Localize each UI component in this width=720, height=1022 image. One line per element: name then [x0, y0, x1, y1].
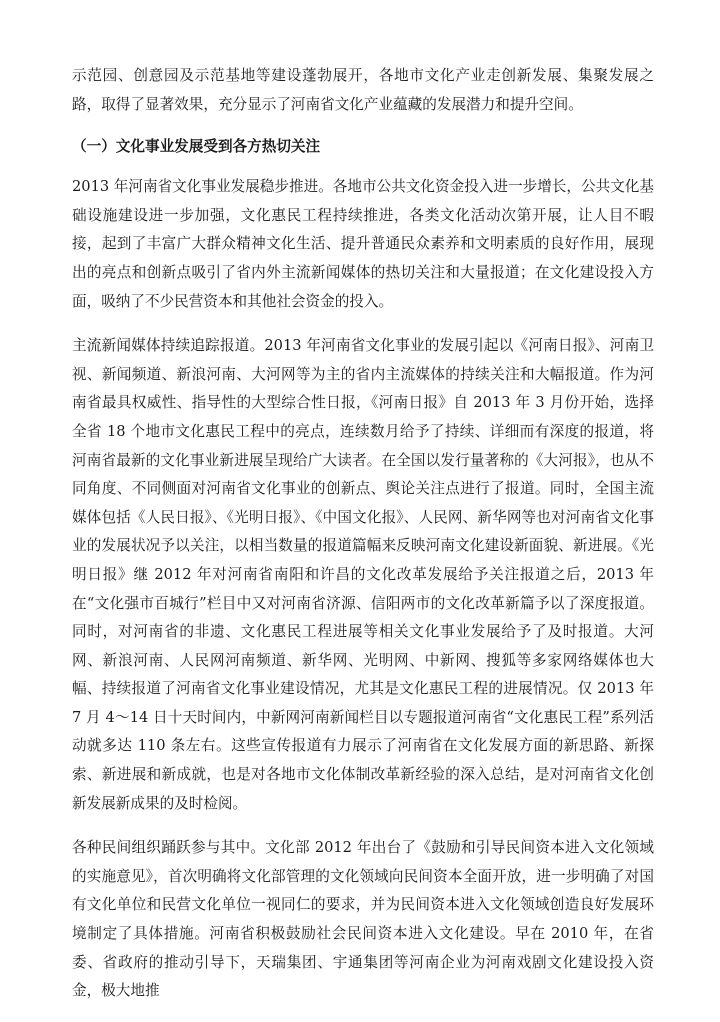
paragraph-media-coverage: 主流新闻媒体持续追踪报道。2013 年河南省文化事业的发展引起以《河南日报》、河南卫视、新闻频道、新浪河南、大河网等为主的省内主流媒体的持续关注和大幅报道。作为河南省最具权威性、指导性的大型综合性日报，《河南日报》自 2013 年 3 月份开始，选择全省 18 个地市文化惠民工程中的亮点，连续数月给予了持续、详细而有深度的报道，将河南省最新的文化事业新进展呈现给广大读者。在全国以发行量著称的《大河报》，也从不同角度、不同侧面对河南省文化事业的创新点、舆论关注点进行了报道。同时，全国主流媒体包括《人民日报》、《光明日报》、《中国文化报》、人民网、新华网等也对河南省文化事业的发展状况予以关注，以相当数量的报道篇幅来反映河南文化建设新面貌、新进展。《光明日报》继 2012 年对河南省南阳和许昌的文化改革发展给予关注报道之后，2013 年在“文化强市百城行”栏目中又对河南省济源、信阳两市的文化改革新篇予以了深度报道。同时，对河南省的非遗、文化惠民工程进展等相关文化事业发展给予了及时报道。大河网、新浪河南、人民网河南频道、新华网、光明网、中新网、搜狐等多家网络媒体也大幅、持续报道了河南省文化事业建设情况，尤其是文化惠民工程的进展情况。仅 2013 年 7 月 4～14 日十天时间内，中新网河南新闻栏目以专题报道河南省“文化惠民工程”系列活动就多达 110 条左右。这些宣传报道有力展示了河南省在文化发展方面的新思路、新探索、新进展和新成就，也是对各地市文化体制改革新经验的深入总结，是对河南省文化创新发展新成果的及时检阅。	[72, 337, 654, 812]
paragraph-cultural-development: 2013 年河南省文化事业发展稳步推进。各地市公共文化资金投入进一步增长，公共文化基础设施建设进一步加强，文化惠民工程持续推进，各类文化活动次第开展，让人目不暇接，起到了丰富广大群众精神文化生活、提升普通民众素养和文明素质的良好作用，展现出的亮点和创新点吸引了省内外主流新闻媒体的热切关注和大量报道；在文化建设投入方面，吸纳了不少民营资本和其他社会资金的投入。	[72, 178, 654, 310]
intro-paragraph: 示范园、创意园及示范基地等建设蓬勃展开，各地市文化产业走创新发展、集聚发展之路，取得了显著效果，充分显示了河南省文化产业蕴藏的发展潜力和提升空间。	[72, 67, 654, 113]
paragraph-private-participation: 各种民间组织踊跃参与其中。文化部 2012 年出台了《鼓励和引导民间资本进入文化领域的实施意见》，首次明确将文化部管理的文化领域向民间资本全面开放，进一步明确了对国有文化单位和民营文化单位一视同仁的要求，并为民间资本进入文化领域创造良好发展环境制定了具体措施。河南省积极鼓励社会民间资本进入文化建设。早在 2010 年，在省委、省政府的推动引导下，天瑞集团、宇通集团等河南企业为河南戏剧文化建设投入资金，极大地推	[72, 839, 654, 1000]
document-page	[72, 62, 654, 1022]
section-heading: （一）文化事业发展受到各方热切关注	[72, 138, 321, 156]
